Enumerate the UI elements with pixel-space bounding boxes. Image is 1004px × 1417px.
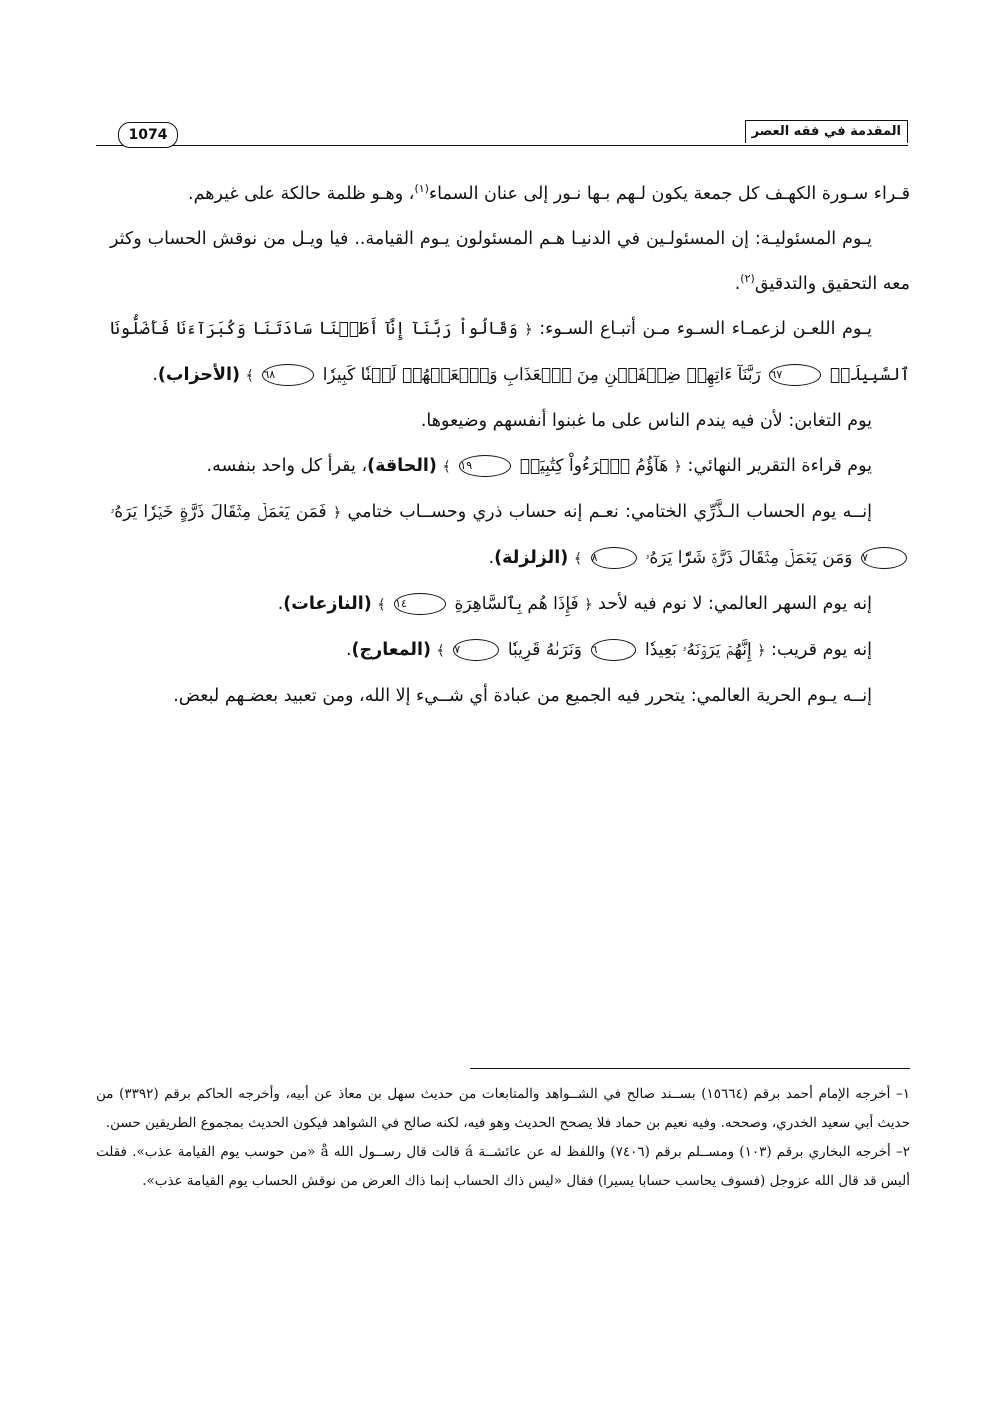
paragraph-text: إنه يوم السهر العالمي: لا نوم فيه لأحد <box>598 594 872 614</box>
quran-verse: وَنَرَىٰهُ قَرِيبٗا <box>507 640 582 660</box>
paragraph-text: يـوم المسئوليـة: إن المسئولـين في الدنيـا هـم المسئولون يـوم القيامة.. فيا ويـل من نوقش الحساب وكثر معه التحقيق والتدقيق <box>110 229 910 294</box>
paragraph-9: إنــه يـوم الحرية العالمي: يتحرر فيه الجميع من عبادة أي شــيء إلا الله، ومن تعبيد بعضـهم لبعض. <box>173 686 872 706</box>
paragraph-text: يـوم اللعـن لزعمـاء السـوء مـن أتبـاع السـوء: <box>539 319 872 339</box>
paragraph-2 <box>110 217 910 307</box>
quran-verse: فَإِذَا هُم بِٱلسَّاهِرَةِ <box>454 594 579 614</box>
footnotes <box>96 1080 910 1196</box>
verse-close-bracket: ﴾ <box>436 643 445 659</box>
paragraph-7 <box>110 582 910 628</box>
verse-number: ٦٧ <box>769 364 821 386</box>
page-number: 1074 <box>118 122 178 148</box>
verse-close-bracket: ﴾ <box>573 551 583 567</box>
verse-number: ١٤ <box>394 593 446 615</box>
paragraph-text: . <box>152 365 158 385</box>
paragraph-text: يوم قراءة التقرير النهائي: <box>687 456 872 476</box>
surah-name: (المعارج) <box>351 640 431 660</box>
quran-verse: رَبَّنَآ ءَاتِهِمۡ ضِعۡفَيۡنِ مِنَ ٱلۡعَذَابِ وَٱلۡعَنۡهُمۡ لَعۡنٗا كَبِيرٗا <box>322 365 761 385</box>
quran-verse: وَقَالُواْ رَبَّنَآ إِنَّآ أَطَعۡنَا سَادَتَنَا وَكُبَرَآءَنَا فَأَضَلُّونَا ٱلسَّبِيلَا۠ <box>110 319 910 385</box>
footnote-1: ١– أخرجه الإمام أحمد برقم (١٥٦٦٤) بســند صالح في الشــواهد والمتابعات من حديث سهل بن معاذ عن أبيه، وأخرجه الحاكم برقم (٣٣٩٢) من حديث أبي سعيد الخدري، وصححه. وفيه نعيم بن حماد فلا يصحح الحديث وهو فيه، لكنه صالح في الشواهد فيكون الحديث بمجموع الطريقين حسن. <box>96 1086 910 1131</box>
paragraph-4: يوم التغابن: لأن فيه يندم الناس على ما غبنوا أنفسهم وضيعوها. <box>420 411 872 431</box>
paragraph-3 <box>110 307 910 399</box>
book-title: المقدمة في فقه العصر <box>745 120 908 143</box>
quran-verse: وَمَن يَعۡمَلۡ مِثۡقَالَ ذَرَّةٖ شَرّٗا يَرَهُۥ <box>645 548 853 568</box>
surah-name: (الحاقة) <box>367 456 437 476</box>
paragraph-6 <box>110 490 910 582</box>
verse-open-bracket: ﴿ <box>524 322 533 338</box>
paragraph-text: . <box>277 594 284 614</box>
verse-close-bracket: ﴾ <box>245 368 254 384</box>
verse-number: ٧ <box>453 639 499 661</box>
paragraph-text: إنــه يوم الحساب الـذَّرِّي الختامي: نعـم إنه حساب ذري وحســاب ختامي <box>347 502 872 522</box>
page-header <box>96 118 908 148</box>
verse-number: ١٩ <box>459 455 511 477</box>
verse-number: ٨ <box>591 547 637 569</box>
footnote-separator <box>470 1068 910 1069</box>
verse-number: ٦ <box>591 639 637 661</box>
footnote-ref: (٢) <box>740 272 755 286</box>
paragraph-text: إنه يوم قريب: <box>771 640 872 660</box>
verse-open-bracket: ﴿ <box>332 505 342 521</box>
paragraph-text: . <box>734 274 741 294</box>
paragraph-text: . <box>488 548 495 568</box>
verse-close-bracket: ﴾ <box>377 597 386 613</box>
quran-verse: إِنَّهُمۡ يَرَوۡنَهُۥ بَعِيدٗا <box>645 640 752 660</box>
verse-number: ٧ <box>861 547 907 569</box>
paragraph-8 <box>110 628 910 674</box>
main-text <box>110 172 910 719</box>
footnote-2: ٢– أخرجه البخاري برقم (١٠٣) ومســلم برقم (٧٤٠٦) واللفظ له عن عائشــة á قالت قال رســول الله å «من حوسب يوم القيامة عذب». فقلت أليس قد قال الله عزوجل (فسوف يحاسب حسابا يسيرا) فقال «ليس ذاك الحساب إنما ذاك العرض من نوقش الحساب يوم القيامة عذب». <box>96 1144 910 1189</box>
header-rule <box>96 145 908 146</box>
paragraph-text: . <box>345 640 352 660</box>
paragraph-1 <box>110 172 910 217</box>
quran-verse: فَمَن يَعۡمَلۡ مِثۡقَالَ ذَرَّةٍ خَيۡرٗا يَرَهُۥ <box>110 502 327 522</box>
paragraph-text: قـراء سـورة الكهـف كل جمعة يكون لـهم بـها نـور إلى عنان السماء <box>428 184 910 204</box>
paragraph-text: ، وهـو ظلمة حالكة على غيرهم. <box>188 184 415 204</box>
verse-close-bracket: ﴾ <box>442 459 451 475</box>
paragraph-text: ، يقرأ كل واحد بنفسه. <box>206 456 368 476</box>
verse-open-bracket: ﴿ <box>584 597 593 613</box>
quran-verse: هَآؤُمُ ٱقۡرَءُواْ كِتَٰبِيَهۡ <box>519 456 669 476</box>
verse-open-bracket: ﴿ <box>673 459 682 475</box>
surah-name: (الزلزلة) <box>494 548 569 568</box>
surah-name: (النازعات) <box>283 594 372 614</box>
verse-number: ٦٨ <box>262 364 314 386</box>
footnote-ref: (١) <box>414 182 429 196</box>
paragraph-5 <box>110 444 910 490</box>
verse-open-bracket: ﴿ <box>757 643 766 659</box>
surah-name: (الأحزاب) <box>157 365 241 385</box>
